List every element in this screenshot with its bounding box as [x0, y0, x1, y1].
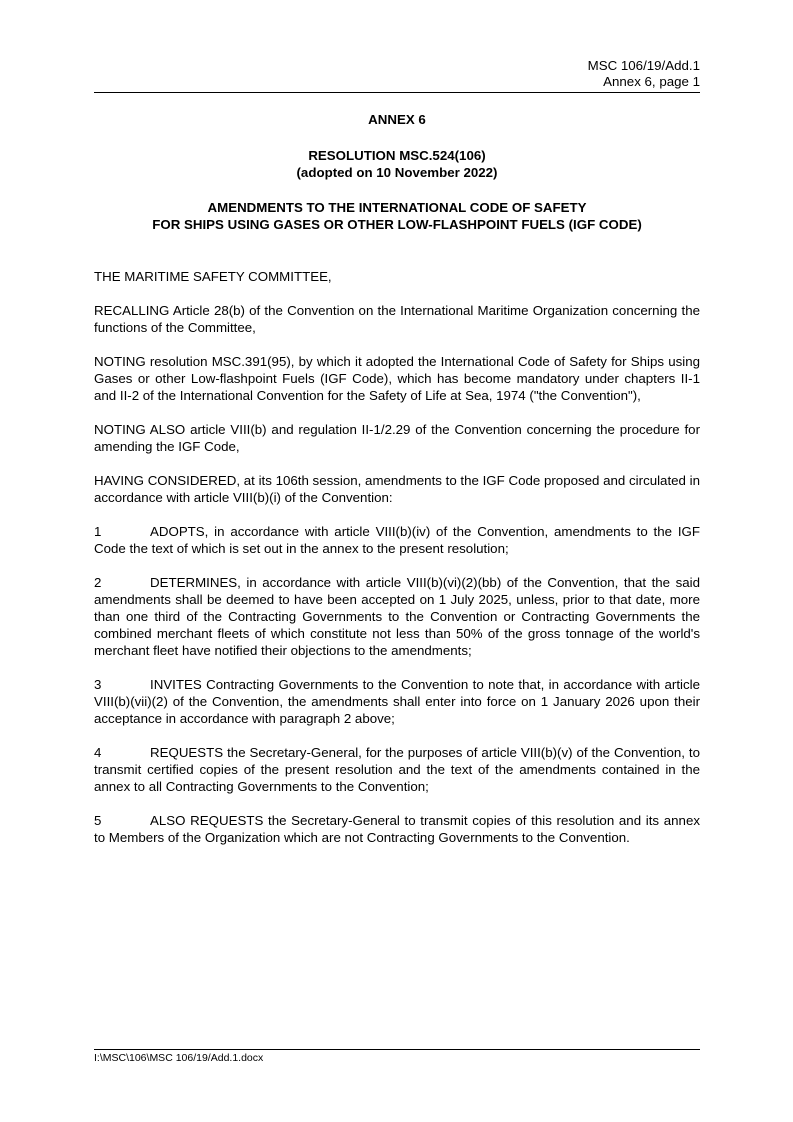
operative-paragraph-5	[94, 812, 700, 846]
annex-heading: ANNEX 6	[368, 112, 426, 127]
preamble-committee: THE MARITIME SAFETY COMMITTEE,	[94, 269, 332, 284]
operative-paragraph-2	[94, 574, 700, 659]
paragraph-number: 1	[94, 524, 102, 539]
footer-divider	[94, 1049, 700, 1050]
paragraph-number: 2	[94, 575, 102, 590]
operative-paragraph-4	[94, 744, 700, 795]
document-body	[94, 108, 700, 863]
operative-paragraph-1	[94, 523, 700, 557]
amendments-title-line-2: FOR SHIPS USING GASES OR OTHER LOW-FLASHPOINT FUELS (IGF CODE)	[152, 217, 642, 232]
paragraph-text: DETERMINES, in accordance with article VIII(b)(vi)(2)(bb) of the Convention, that the said amendments shall be deemed to have been accepted on 1 July 2025, unless, prior to that date, more than one third of the Contracting Governments to the Convention or Contracting Governments the combined merchant fleets of which constitute not less than 50% of the gross tonnage of the world's merchant fleet have notified their objections to the amendments;	[94, 575, 700, 658]
operative-paragraph-3	[94, 676, 700, 727]
header-divider	[94, 92, 700, 93]
paragraph-number: 3	[94, 677, 102, 692]
paragraph-number: 5	[94, 813, 102, 828]
resolution-heading: RESOLUTION MSC.524(106)	[308, 148, 486, 163]
page-header	[94, 58, 700, 90]
paragraph-text: ALSO REQUESTS the Secretary-General to transmit copies of this resolution and its annex to Members of the Organization which are not Contracting Governments to the Convention.	[94, 813, 700, 845]
preamble-noting-also: NOTING ALSO article VIII(b) and regulation II-1/2.29 of the Convention concerning the procedure for amending the IGF Code,	[94, 422, 700, 454]
amendments-title-line-1: AMENDMENTS TO THE INTERNATIONAL CODE OF SAFETY	[207, 200, 587, 215]
paragraph-number: 4	[94, 745, 102, 760]
adoption-date: (adopted on 10 November 2022)	[296, 165, 498, 180]
document-reference: MSC 106/19/Add.1	[587, 58, 700, 73]
preamble-noting: NOTING resolution MSC.391(95), by which it adopted the International Code of Safety for Ships using Gases or other Low-flashpoint Fuels (IGF Code), which has become mandatory under chapters II-1 and II-2 of the International Convention for the Safety of Life at Sea, 1974 ("the Convention"),	[94, 354, 700, 403]
paragraph-text: REQUESTS the Secretary-General, for the purposes of article VIII(b)(v) of the Convention, to transmit certified copies of the present resolution and the text of the amendments contained in the annex to all Contracting Governments to the Convention;	[94, 745, 700, 794]
document-page	[94, 0, 700, 1122]
preamble-recalling: RECALLING Article 28(b) of the Convention on the International Maritime Organization concerning the functions of the Committee,	[94, 303, 700, 335]
paragraph-text: INVITES Contracting Governments to the Convention to note that, in accordance with article VIII(b)(vii)(2) of the Convention, the amendments shall enter into force on 1 January 2026 upon their acceptance in accordance with paragraph 2 above;	[94, 677, 700, 726]
footer-file-path: I:\MSC\106\MSC 106/19/Add.1.docx	[94, 1052, 264, 1064]
page-reference: Annex 6, page 1	[603, 74, 700, 89]
paragraph-text: ADOPTS, in accordance with article VIII(b)(iv) of the Convention, amendments to the IGF Code the text of which is set out in the annex to the present resolution;	[94, 524, 700, 556]
preamble-having-considered: HAVING CONSIDERED, at its 106th session, amendments to the IGF Code proposed and circulated in accordance with article VIII(b)(i) of the Convention:	[94, 473, 700, 505]
